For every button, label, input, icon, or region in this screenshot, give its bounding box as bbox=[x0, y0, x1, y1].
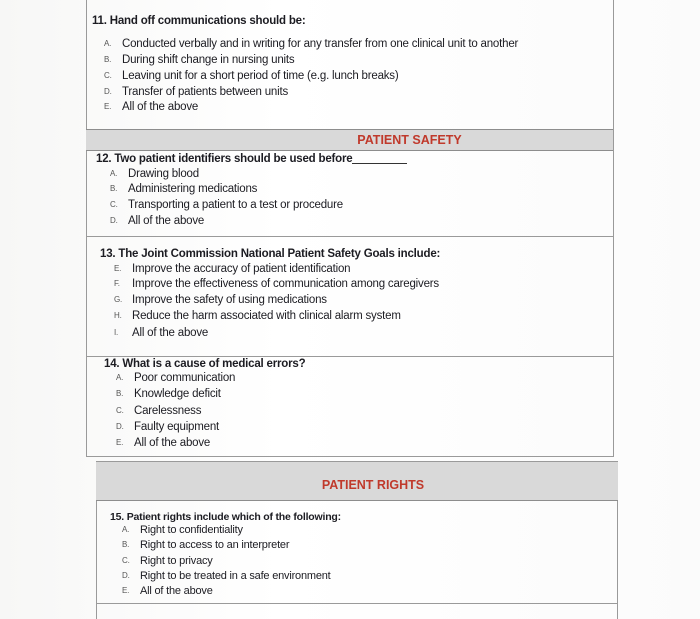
q12-option-d: D. All of the above bbox=[110, 215, 205, 227]
q15-option-b: B. Right to access to an interpreter bbox=[122, 539, 290, 551]
q12-blank-line bbox=[352, 153, 407, 164]
q14-divider bbox=[86, 356, 613, 357]
q11-option-a: A. Conducted verbally and in writing for any transfer from one clinical unit to another bbox=[104, 38, 519, 50]
q13-option-i: I. All of the above bbox=[114, 327, 209, 339]
q15-option-d: D. Right to be treated in a safe environment bbox=[122, 570, 331, 582]
q13-option-g: G. Improve the safety of using medications bbox=[114, 294, 327, 306]
q15-option-c: C. Right to privacy bbox=[122, 555, 213, 567]
q13-option-f: F. Improve the effectiveness of communication among caregivers bbox=[114, 278, 439, 290]
patient-rights-header bbox=[96, 461, 618, 501]
q14-option-c: C. Carelessness bbox=[116, 405, 202, 417]
q11-question: 11. Hand off communications should be: bbox=[92, 15, 306, 27]
q12-option-c: C. Transporting a patient to a test or procedure bbox=[110, 199, 343, 211]
q13-question: 13. The Joint Commission National Patient Safety Goals include: bbox=[100, 248, 441, 260]
q13-divider bbox=[86, 236, 613, 237]
q11-option-b: B. During shift change in nursing units bbox=[104, 54, 295, 66]
q13-option-e: E. Improve the accuracy of patient identification bbox=[114, 263, 351, 275]
q15-option-a: A. Right to confidentiality bbox=[122, 524, 243, 536]
q11-option-d: D. Transfer of patients between units bbox=[104, 86, 289, 98]
bottom-divider bbox=[96, 603, 618, 604]
patient-safety-heading: PATIENT SAFETY bbox=[357, 133, 462, 147]
q12-option-b: B. Administering medications bbox=[110, 183, 258, 195]
q11-option-e: E. All of the above bbox=[104, 101, 199, 113]
patient-safety-header bbox=[86, 129, 613, 151]
q14-option-b: B. Knowledge deficit bbox=[116, 388, 221, 400]
q11-option-c: C. Leaving unit for a short period of time (e.g. lunch breaks) bbox=[104, 70, 399, 82]
q14-option-d: D. Faulty equipment bbox=[116, 421, 220, 433]
q14-option-e: E. All of the above bbox=[116, 437, 211, 449]
q14-question: 14. What is a cause of medical errors? bbox=[104, 358, 306, 370]
q14-option-a: A. Poor communication bbox=[116, 372, 236, 384]
patient-rights-heading: PATIENT RIGHTS bbox=[321, 478, 425, 492]
q12-question: 12. Two patient identifiers should be used before bbox=[96, 153, 407, 165]
q12-option-a: A. Drawing blood bbox=[110, 168, 199, 180]
q13-option-h: H. Reduce the harm associated with clinical alarm system bbox=[114, 310, 401, 322]
q15-question: 15. Patient rights include which of the following: bbox=[110, 511, 341, 523]
q15-option-e: E. All of the above bbox=[122, 585, 213, 597]
